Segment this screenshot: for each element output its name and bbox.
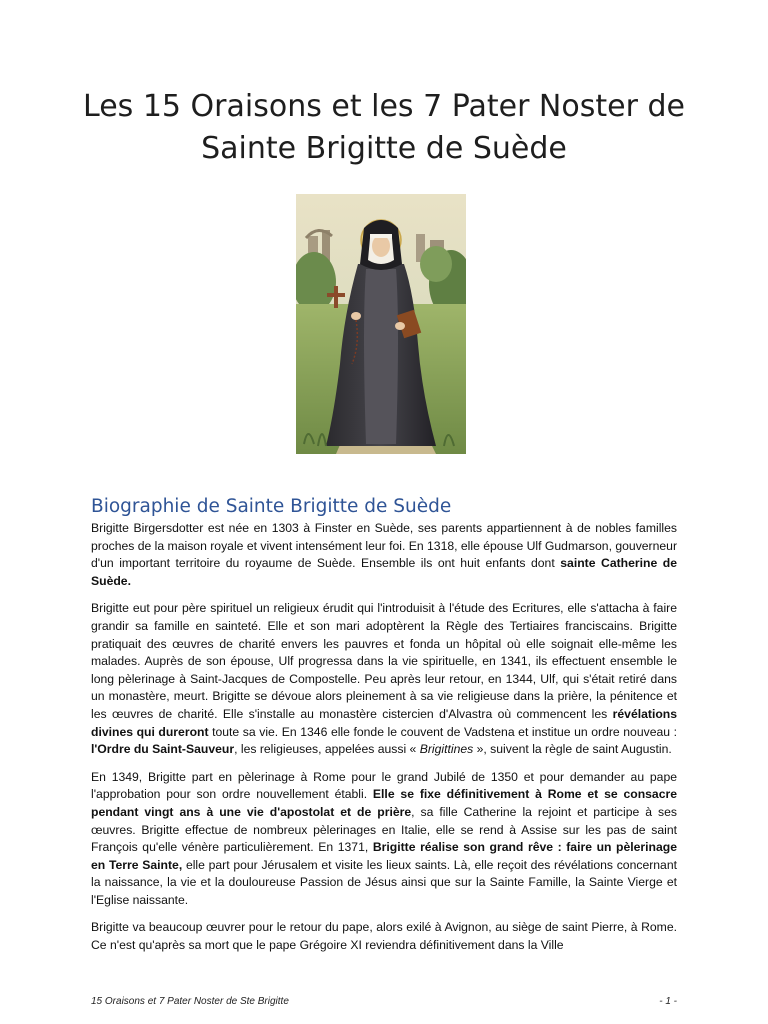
text-run: Brigitte va beaucoup œuvrer pour le retour du pape, alors exilé à Avignon, au siège de saint Pierre, à Rome. Ce n'est qu'après sa mort que le pape Grégoire XI reviendra définitivement dans la Ville bbox=[91, 920, 677, 953]
bold-text: sainte Catherine de Suède. bbox=[91, 556, 677, 588]
page-number: - 1 - bbox=[659, 996, 677, 1007]
text-run: », suivent la règle de saint Augustin. bbox=[473, 742, 672, 757]
title-line-2: Sainte Brigitte de Suède bbox=[201, 131, 567, 166]
text-run: toute sa vie. En 1346 elle fonde le couvent de Vadstena et institue un ordre nouveau : bbox=[208, 724, 677, 739]
bold-text: l'Ordre du Saint-Sauveur bbox=[91, 742, 235, 757]
page-title bbox=[40, 86, 728, 170]
paragraph bbox=[91, 769, 677, 910]
portrait-illustration bbox=[296, 194, 466, 454]
biography-text bbox=[91, 520, 677, 965]
text-run: , les religieuses, appelées aussi « bbox=[234, 742, 420, 757]
text-run: , sa fille Catherine la rejoint et participe à ses œuvres. Brigitte effectue de nombreux pèlerinages en Italie, elle se rend à Assise sur les pas de saint François qu'elle vénère particulièrement. En 1371, bbox=[91, 804, 677, 855]
title-line-1: Les 15 Oraisons et les 7 Pater Noster de bbox=[83, 89, 685, 124]
text-run: En 1349, Brigitte part en pèlerinage à Rome pour le grand Jubilé de 1350 et pour demander au pape l'approbation pour son ordre nouvellement établi. bbox=[91, 769, 677, 802]
bold-text: Elle se fixe définitivement à Rome et se consacre pendant vingt ans à une vie d'apostolat et de prière bbox=[91, 787, 677, 819]
paragraph bbox=[91, 600, 677, 758]
footer-title: 15 Oraisons et 7 Pater Noster de Ste Brigitte bbox=[91, 996, 289, 1007]
saint-brigitte-portrait bbox=[296, 194, 466, 454]
page-footer bbox=[91, 996, 677, 1007]
text-run: Brigitte eut pour père spirituel un religieux érudit qui l'introduisit à l'étude des Ecritures, elle s'attacha à faire grandir sa famille en sainteté. Elle et son mari adoptèrent la Règle des Tertiaires franciscains. Brigitte pratiquait des œuvres de charité envers les pauvres et fonda un hôpital où elle soignait elle-même les malades. Auprès de son épouse, Ulf progressa dans la vie spirituelle, en 1341, ils effectuent ensemble le long pèlerinage à Saint-Jacques de Compostelle. Peu après leur retour, en 1344, Ulf, qui s'était retiré dans un monastère, meurt. Brigitte se dévoue alors pleinement à sa vie religieuse dans la prière, la pénitence et les œuvres de charité. Elle s'installe au monastère cistercien d'Alvastra où commencent les bbox=[91, 601, 677, 721]
text-run: Brigitte Birgersdotter est née en 1303 à Finster en Suède, ses parents appartiennent à de nobles familles proches de la maison royale et vivent intensément leur foi. En 1318, elle épouse Ulf Gudmarson, gouverneur d'un important territoire du royaume de Suède. Ensemble ils ont huit enfants dont bbox=[91, 521, 678, 571]
section-heading: Biographie de Sainte Brigitte de Suède bbox=[91, 496, 452, 517]
italic-text: Brigittines bbox=[419, 742, 474, 757]
text-run: elle part pour Jérusalem et visite les lieux saints. Là, elle reçoit des révélations concernant la naissance, la vie et la douloureuse Passion de Jésus ainsi que sur la Sainte Famille, la Sainte Vierge et l'Eglise naissante. bbox=[91, 857, 678, 907]
paragraph bbox=[91, 520, 677, 590]
paragraph bbox=[91, 919, 677, 954]
bold-text: révélations divines qui dureront bbox=[91, 706, 677, 739]
bold-text: Brigitte réalise son grand rêve : faire un pèlerinage en Terre Sainte, bbox=[91, 840, 677, 872]
